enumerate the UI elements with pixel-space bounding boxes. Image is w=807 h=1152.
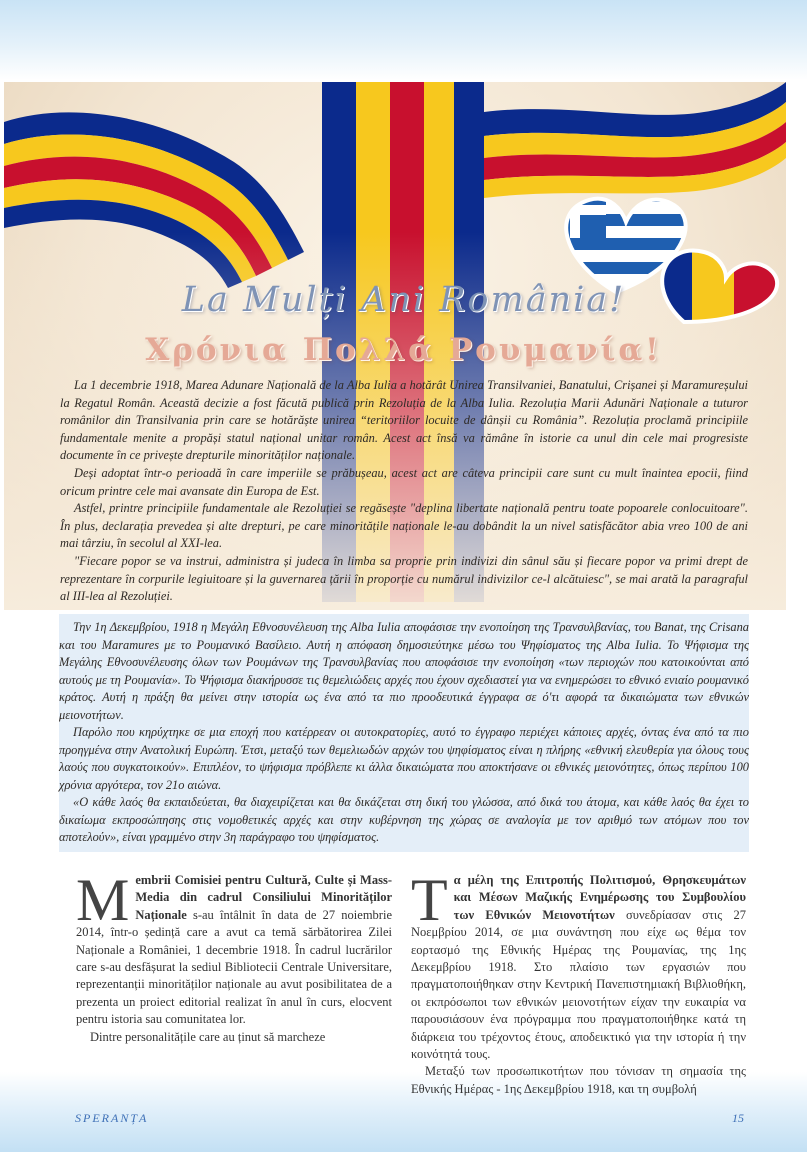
intro-ro-paragraph: Astfel, printre principiile fundamentale ale Rezoluției se regăsește "deplina libertate națională pentru toate popoarele conlocuitoare". În plus, declarația prevedea și alte drepturi, pe care minoritățile naționale le-au dobândit la un nivel satisfăcător abia vreo 100 de ani mai târziu, în secolul al XXI-lea.	[60, 501, 748, 551]
drop-cap: Τ	[411, 867, 448, 933]
body-text: s-au întâlnit în data de 27 noiembrie 2014, într-o ședință care a avut ca temă sărbătorirea Zilei Naționale a României, 1 decembrie 1918. În cadrul lucrărilor care s-au desfășurat la sediul Bibliotecii Centrale Universitare, reprezentanții minorităților naționale au avut posibilitatea de a prezenta un proiect editorial realizat în anul în curs, elocvent pentru istoria sau comunitatea lor.	[76, 907, 392, 1027]
body-text: Dintre personalitățile care au ținut să marcheze	[90, 1029, 326, 1044]
ribbon-right	[484, 82, 786, 198]
intro-greek-box	[59, 614, 749, 852]
body-text: Μεταξύ των προσωπικοτήτων που τόνισαν τη σημασία της Εθνικής Ημέρας - 1ης Δεκεμβρίου 1918, και τη συμβολή	[411, 1064, 746, 1096]
lead-text: embrii Comisiei pentru Cultură, Culte și Mass-Media din cadrul Consiliului Minorităților Naționale	[135, 873, 392, 922]
intro-gr-paragraph: «Ο κάθε λαός θα εκπαιδεύεται, θα διαχειρίζεται και θα δικάζεται στη δική του γλώσσα, από δικά του άτομα, και κάθε λαός θα έχει το δικαίωμα εκπροσώπησης στις νομοθετικές αρχές και στην κυβέρνηση της χώρας σε αναλογία με τον αριθμό των ατόμων που τον αποτελούν», είναι γραμμένο στην 3η παράγραφο του ψηφίσματος.	[59, 795, 749, 844]
intro-ro-paragraph: La 1 decembrie 1918, Marea Adunare Națională de la Alba Iulia a hotărât Unirea Transilvaniei, Banatului, Crișanei și Maramureșului la Regatul Român. Această decizie a fost făcută publică prin Rezoluția de la Alba Iulia. Rezoluția Marii Adunări Naționale a tuturor românilor din Transilvania prin care se hotărăște unirea “teritoriilor locuite de dânșii cu România”. Rezoluția proclamă principiile fundamentale menite a propăși statul național unitar român. Acest act însă va rămâne în istorie ca unul din cele mai progresiste documente în ce privește drepturile minorităților naționale.	[60, 378, 748, 463]
intro-gr-paragraph: Παρόλο που κηρύχτηκε σε μια εποχή που κατέρρεαν οι αυτοκρατορίες, αυτό το έγγραφο περιέχει κάποιες αρχές, όντας ένα από τα πιο προηγμένα στην Ανατολική Ευρώπη. Έτσι, μεταξύ των θεμελιωδών αρχών του ψηφίσματος είναι η πλήρης «εθνική ελευθερία για όλους τους λαούς που συγκατοικούν». Επιπλέον, το ψήφισμα πρόβλεπε κι άλλα δικαιώματα που αποκτήσανε οι εθνικές μειονότητες, όπως περίπου 100 χρόνια αργότερα, τον 21ο αιώνα.	[59, 725, 749, 792]
body-text: συνεδρίασαν στις 27 Νοεμβρίου 2014, σε μια συνάντηση που είχε ως θέμα τον εορτασμό της Εθνικής Ημέρας της Ρουμανίας, της 1ης Δεκεμβρίου 1918. Στο πλαίσιο των εργασιών που πραγματοποιήθηκαν στην Κεντρική Πανεπιστημιακή Βιβλιοθήκη, οι εκπρόσωποι των εθνικών μειονοτήτων είχαν την ευκαιρία να παρουσιάσουν ένα πρόγραμμα που πραγματοποιήθηκε κατά τη διάρκεια του τρέχοντος έτους, αποδεικτικό για την ιστορία ή την κοινότητά τους.	[411, 907, 746, 1062]
top-gradient-band	[0, 0, 807, 80]
headline-romanian: La Mulți Ani România!	[181, 280, 626, 320]
drop-cap: M	[76, 867, 130, 933]
article-column-greek	[411, 867, 746, 1098]
article-column-romanian	[76, 867, 392, 1046]
intro-ro-paragraph: "Fiecare popor se va instrui, administra și judeca în limba sa proprie prin indivizi din sânul său și fiecare popor va primi drept de reprezentare în corpurile legiuitoare și la guvernarea țării în proporție cu numărul indivizilor ce-l alcătuiesc", se mai arată la paragraful al III-lea al Rezoluției.	[60, 553, 748, 604]
page-number: 15	[732, 1111, 744, 1125]
headline-greek: Χρόνια Πολλά Ρουμανία!	[145, 332, 662, 368]
intro-ro-paragraph: Deși adoptat într-o perioadă în care imperiile se prăbușeau, acest act are câteva principii care sunt cu mult înaintea epocii, fiind oricum printre cele mai avansate din Europa de Est.	[60, 465, 748, 498]
intro-romanian	[60, 377, 748, 606]
lead-text: α μέλη της Επιτροπής Πολιτισμού, Θρησκευμάτων και Μέσων Μαζικής Ενημέρωσης του Συμβουλίου των Εθνικών Μειονοτήτων	[453, 873, 746, 922]
magazine-name: SPERANȚA	[75, 1111, 149, 1125]
intro-gr-paragraph: Την 1η Δεκεμβρίου, 1918 η Μεγάλη Εθνοσυνέλευση της Alba Iulia αποφάσισε την ενοποίηση της Τρανσυλβανίας, του Banat, της Crisana και του Maramures με το Ρουμανικό Βασίλειο. Αυτή η απόφαση δημοσιεύτηκε μέσω του Ψηφίσματος της Alba Iulia. Το Ψήφισμα της Μεγάλης Εθνοσυνέλευσης όλων των Ρουμάνων της Τρανσυλβανίας που αποφάσισε την ενοποίηση «των περιοχών που κατοικούνται από αυτούς με τη Ρουμανία». Το Ψήφισμα διακήρυσσε τις θεμελιώδεις αρχές που έχουν σχεδιαστεί για να ενημερώσει το εθνικό ενιαίο ρουμανικό κράτος. Αυτή η πράξη θα μείνει στην ιστορία ως ένα από τα πιο προοδευτικά έγγραφα σε ό'τι αφορά τα δικαιώματα των εθνικών μειονοτήτων.	[59, 620, 749, 722]
